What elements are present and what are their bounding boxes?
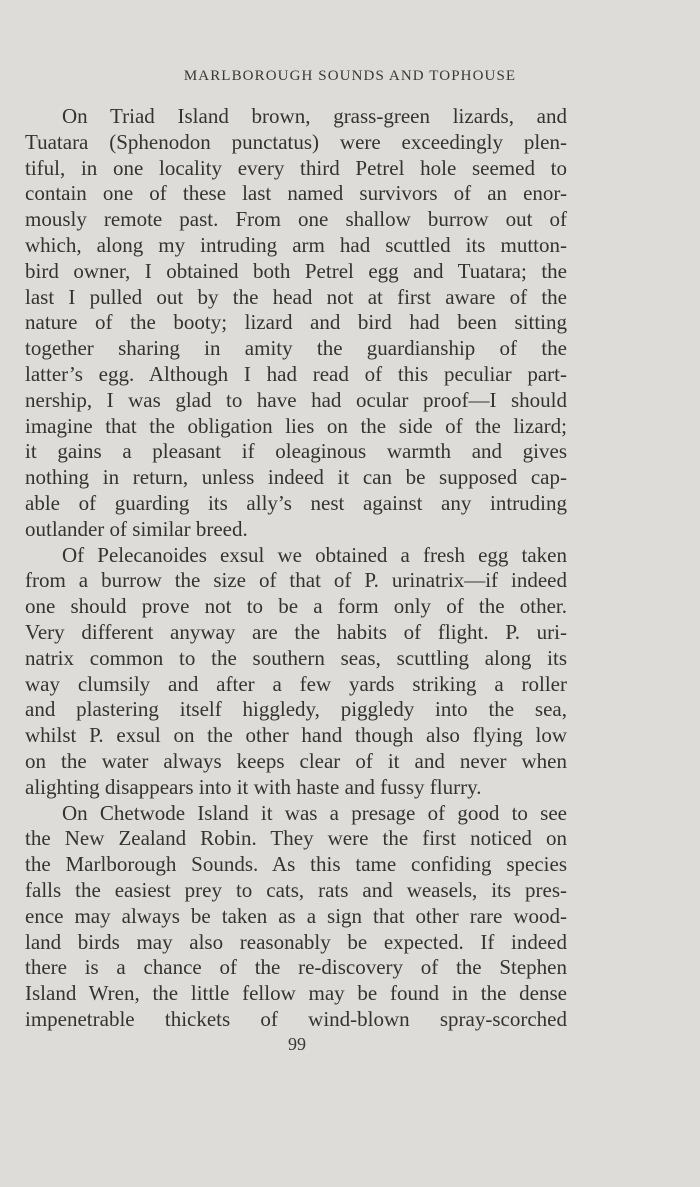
text-line: latter’s egg. Although I had read of this peculiar part- — [25, 361, 567, 386]
text-line: tiful, in one locality every third Petrel hole seemed to — [25, 155, 567, 180]
running-head: MARLBOROUGH SOUNDS AND TOPHOUSE — [183, 68, 517, 84]
text-line: from a burrow the size of that of P. urinatrix—if indeed — [25, 568, 567, 593]
text-line: whilst P. exsul on the other hand though also flying low — [25, 723, 567, 748]
text-line: Island Wren, the little fellow may be found in the dense — [25, 981, 567, 1006]
text-line: alighting disappears into it with haste and fussy flurry. — [25, 774, 482, 799]
text-line: one should prove not to be a form only of the other. — [25, 594, 567, 619]
text-line: bird owner, I obtained both Petrel egg and Tuatara; the — [25, 258, 567, 283]
text-line: outlander of similar breed. — [25, 516, 248, 541]
text-line: nothing in return, unless indeed it can be supposed cap- — [25, 465, 567, 490]
body-text — [25, 104, 567, 1033]
text-line: together sharing in amity the guardianship of the — [25, 336, 567, 361]
text-line: impenetrable thickets of wind-blown spray-scorched — [25, 1006, 567, 1031]
text-line: it gains a pleasant if oleaginous warmth and gives — [25, 439, 567, 464]
text-line: imagine that the obligation lies on the side of the lizard; — [25, 413, 567, 438]
page-number: 99 — [288, 1034, 306, 1054]
text-line: ence may always be taken as a sign that other rare wood- — [25, 903, 567, 928]
text-line: there is a chance of the re-discovery of the Stephen — [25, 955, 567, 980]
text-line: on the water always keeps clear of it and never when — [25, 748, 567, 773]
text-line: which, along my intruding arm had scuttled its mutton- — [25, 232, 567, 257]
text-line: Very different anyway are the habits of flight. P. uri- — [25, 619, 567, 644]
paragraph-1 — [25, 104, 567, 543]
text-line: falls the easiest prey to cats, rats and weasels, its pres- — [25, 877, 567, 902]
text-line: Of Pelecanoides exsul we obtained a fresh egg taken — [62, 542, 567, 567]
paragraph-3 — [25, 801, 567, 1033]
text-line: natrix common to the southern seas, scuttling along its — [25, 645, 567, 670]
text-line: able of guarding its ally’s nest against any intruding — [25, 490, 567, 515]
text-line: On Chetwode Island it was a presage of good to see — [62, 800, 567, 825]
paragraph-2 — [25, 543, 567, 801]
text-line: nature of the booty; lizard and bird had been sitting — [25, 310, 567, 335]
text-line: last I pulled out by the head not at first aware of the — [25, 284, 567, 309]
text-line: and plastering itself higgledy, piggledy into the sea, — [25, 697, 567, 722]
text-line: land birds may also reasonably be expected. If indeed — [25, 929, 567, 954]
text-line: the New Zealand Robin. They were the first noticed on — [25, 826, 567, 851]
text-line: mously remote past. From one shallow burrow out of — [25, 207, 567, 232]
text-line: way clumsily and after a few yards striking a roller — [25, 671, 567, 696]
text-line: Tuatara (Sphenodon punctatus) were exceedingly plen- — [25, 129, 567, 154]
text-line: On Triad Island brown, grass-green lizards, and — [62, 104, 567, 128]
text-line: contain one of these last named survivors of an enor- — [25, 181, 567, 206]
text-line: nership, I was glad to have had ocular proof—I should — [25, 387, 567, 412]
text-line: the Marlborough Sounds. As this tame confiding species — [25, 852, 567, 877]
